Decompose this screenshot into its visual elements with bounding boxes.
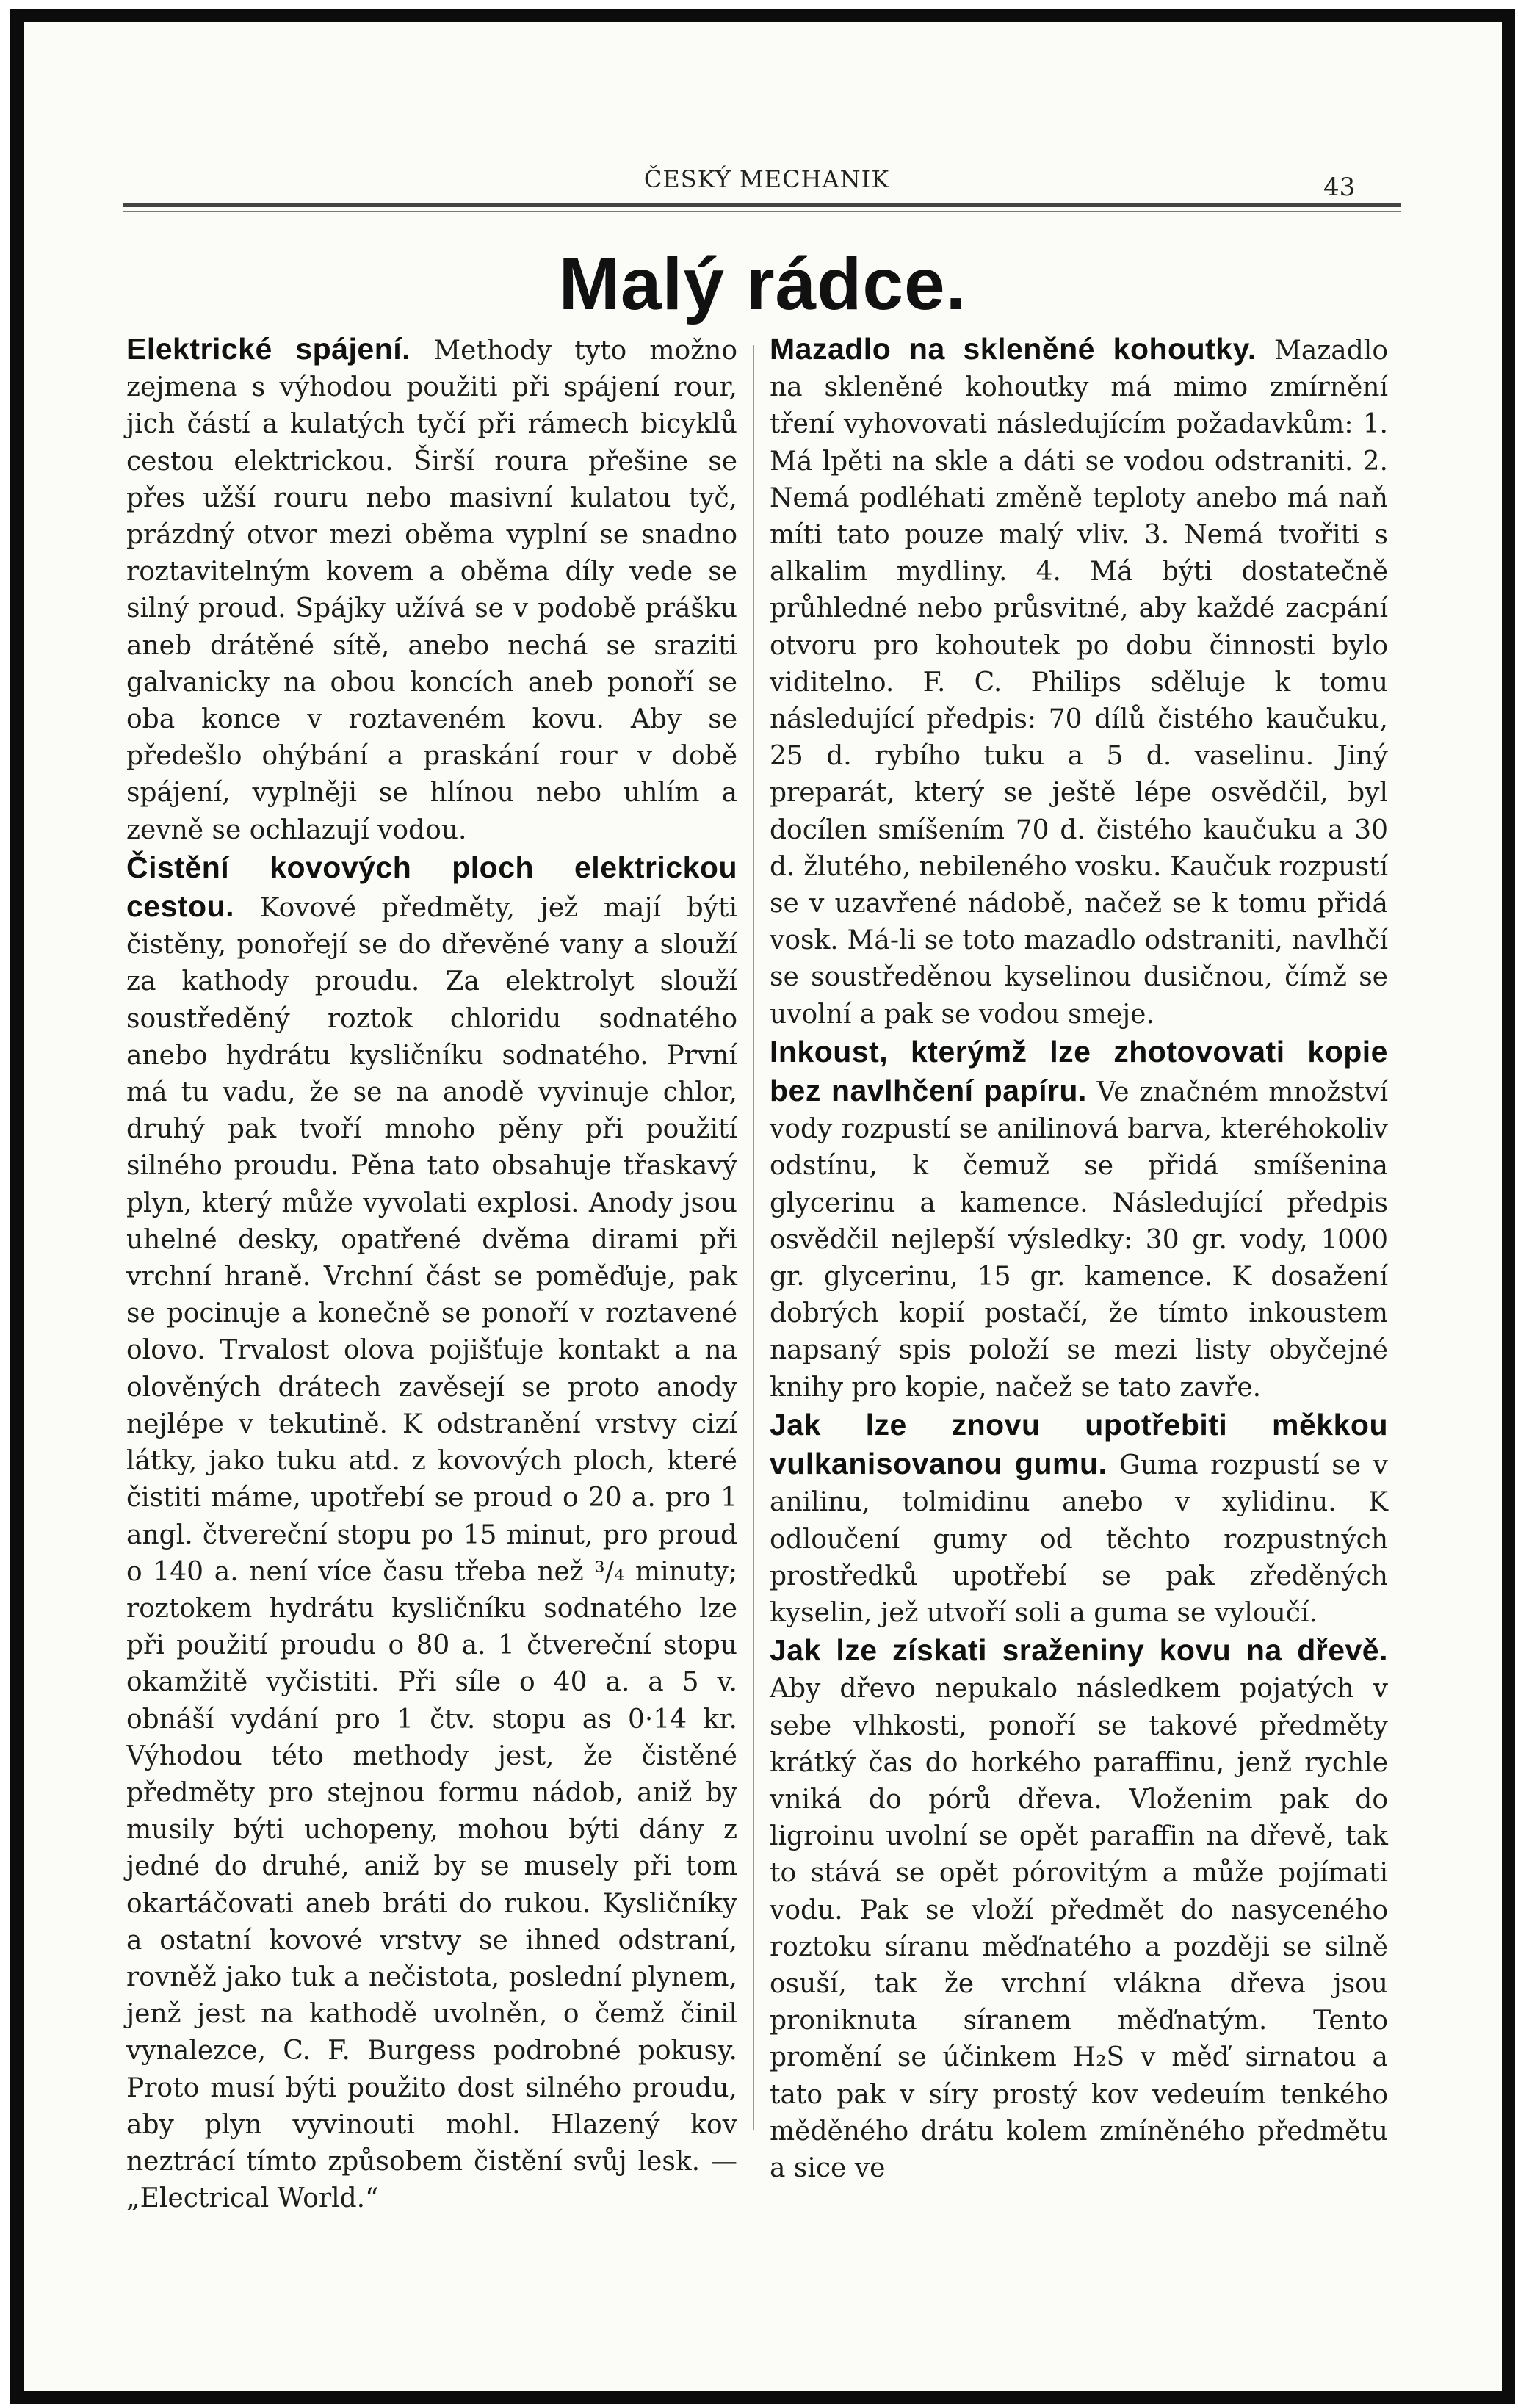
header-rule	[123, 203, 1401, 207]
article-heading: Elektrické spájení.	[126, 332, 411, 366]
article-paragraph	[770, 1033, 1388, 1406]
article-electric-soldering	[126, 330, 737, 849]
article-heading: Mazadlo na skleněné kohoutky.	[770, 332, 1257, 366]
article-paragraph	[770, 1632, 1388, 2187]
article-copy-ink	[770, 1033, 1388, 1406]
page-frame	[10, 9, 1515, 2404]
article-heading: Čistění kovových ploch elektrickou cestou.	[126, 850, 737, 924]
page-number: 43	[1323, 173, 1356, 202]
article-text: Mazadlo na skleněné kohoutky má mimo zmírnění tření vyhovovati následujícím požadavkům: 1. Má lpěti na skle a dáti se vodou odstraniti. 2. Nemá podléhati změně teploty anebo má naň míti tato pouze malý vliv. 3. Nemá tvořiti s alkalim mydliny. 4. Má býti dostatečně průhledné nebo průsvitné, aby každé zacpání otvoru pro kohoutek po dobu činnosti bylo viditelno. F. C. Philips sděluje k tomu následující předpis: 70 dílů čistého kaučuku, 25 d. rybího tuku a 5 d. vaselinu. Jiný preparát, který se ještě lépe osvědčil, byl docílen smíšením 70 d. čistého kaučuku a 30 d. žlutého, nebileného vosku. Kaučuk rozpustí se v uzavřené nádobě, načež se k tomu přidá vosk. Má-li se toto mazadlo odstraniti, navlhčí se soustředěnou kyselinou dusičnou, čímž se uvolní a pak se vodou smeje.	[770, 336, 1388, 1030]
left-column	[126, 330, 738, 2214]
article-paragraph	[126, 330, 737, 849]
article-heading: Jak lze získati sraženiny kovu na dřevě.	[770, 1633, 1388, 1668]
column-divider	[753, 345, 754, 2130]
article-stopcock-grease	[770, 330, 1388, 1033]
page-title: Malý rádce.	[558, 243, 967, 325]
article-metal-on-wood	[770, 1632, 1388, 2187]
article-paragraph	[770, 330, 1388, 1033]
right-column	[770, 330, 1388, 2210]
article-rubber-reuse	[770, 1406, 1388, 1632]
article-text: Guma rozpustí se v anilinu, tolmidinu anebo v xylidinu. K odloučení gumy od těchto rozpustných prostředků upotřebí se pak zředěných kyselin, jež utvoří soli a guma se vyloučí.	[770, 1450, 1388, 1628]
article-paragraph	[770, 1406, 1388, 1632]
article-text: Kovové předměty, jež mají býti čistěny, ponořejí se do dřevěné vany a slouží za kathody proudu. Za elektrolyt slouží soustředěný roztok chloridu sodnatého anebo hydrátu kysličníku sodnatého. První má tu vadu, že se na anodě vyvinuje chlor, druhý pak tvoří mnoho pěny při použití silného proudu. Pěna tato obsahuje třaskavý plyn, který může vyvolati explosi. Anody jsou uhelné desky, opatřené dvěma dirami při vrchní hraně. Vrchní část se poměďuje, pak se pocinuje a konečně se ponoří v roztavené olovo. Trvalost olova pojišťuje kontakt a na olověných drátech zavěsejí se proto anody nejlépe v tekutině. K odstranění vrstvy cizí látky, jako tuku atd. z kovových ploch, které čistiti máme, upotřebí se proud o 20 a. pro 1 angl. čtvereční stopu po 15 minut, pro proud o 140 a. není více času třeba než ³/₄ minuty; roztokem hydrátu kysličníku sodnatého lze při použití proudu o 80 a. 1 čtvereční stopu okamžitě vyčistiti. Při síle o 40 a. a 5 v. obnáší vydání pro 1 čtv. stopu as 0·14 kr. Výhodou této methody jest, že čistěné předměty pro stejnou formu nádob, aniž by musily býti uchopeny, mohou býti dány z jedné do druhé, aniž by se musely při tom okartáčovati aneb bráti do rukou. Kysličníky a ostatní kovové vrstvy se ihned odstraní, rovněž jako tuk a nečistota, poslední plynem, jenž jest na kathodě uvolněn, o čemž činil vynalezce, C. F. Burgess podrobné pokusy. Proto musí býti použito dost silného proudu, aby plyn vyvinouti mohl. Hlazený kov neztrácí tímto způsobem čistění svůj lesk. — „Electrical World.“	[126, 893, 737, 2214]
article-metal-cleaning	[126, 849, 737, 2218]
document-page	[24, 22, 1502, 2391]
article-heading: Jak lze znovu upotřebiti měkkou vulkanisovanou gumu.	[770, 1407, 1388, 1481]
article-heading: Inkoust, kterýmž lze zhotovovati kopie bez navlhčení papíru.	[770, 1034, 1388, 1108]
running-title: ČESKÝ MECHANIK	[643, 165, 890, 193]
header-rule-thin	[123, 211, 1401, 212]
article-paragraph	[126, 849, 737, 2218]
article-text: Methody tyto možno zejmena s výhodou použiti při spájení rour, jich částí a kulatých tyčí při rámech bicyklů cestou elektrickou. Širší roura přešine se přes užší rouru nebo masivní kulatou tyč, prázdný otvor mezi oběma vyplní se snadno roztavitelným kovem a oběma díly vede se silný proud. Spájky užívá se v podobě prášku aneb drátěné sítě, anebo nechá se sraziti galvanicky na obou koncích aneb ponoří se oba konce v roztaveném kovu. Aby se předešlo ohýbání a praskání rour v době spájení, vyplněji se hlínou nebo uhlím a zevně se ochlazují vodou.	[126, 336, 738, 845]
article-text: Aby dřevo nepukalo následkem pojatých v sebe vlhkosti, ponoří se takové předměty krátký čas do horkého paraffinu, jenž rychle vniká do pórů dřeva. Vloženim pak do ligroinu uvolní se opět paraffin na dřevě, tak to stává se opět pórovitým a může pojímati vodu. Pak se vloží předmět do nasyceného roztoku síranu měďnatého a později se silně osuší, tak že vrchní vlákna dřeva jsou proniknuta síranem měďnatým. Tento promění se účinkem H₂S v měď sirnatou a tato pak v síry prostý kov vedeuím tenkého měděného drátu kolem zmíněného předmětu a sice ve	[770, 1674, 1388, 2183]
article-text: Ve značném množství vody rozpustí se anilinová barva, kteréhokoliv odstínu, k čemuž se přidá smíšenina glycerinu a kamence. Následující předpis osvědčil nejlepší výsledky: 30 gr. vody, 1000 gr. glycerinu, 15 gr. kamence. K dosažení dobrých kopií postačí, že tímto inkoustem napsaný spis položí se mezi listy obyčejné knihy pro kopie, načež se tato zavře.	[770, 1077, 1388, 1403]
